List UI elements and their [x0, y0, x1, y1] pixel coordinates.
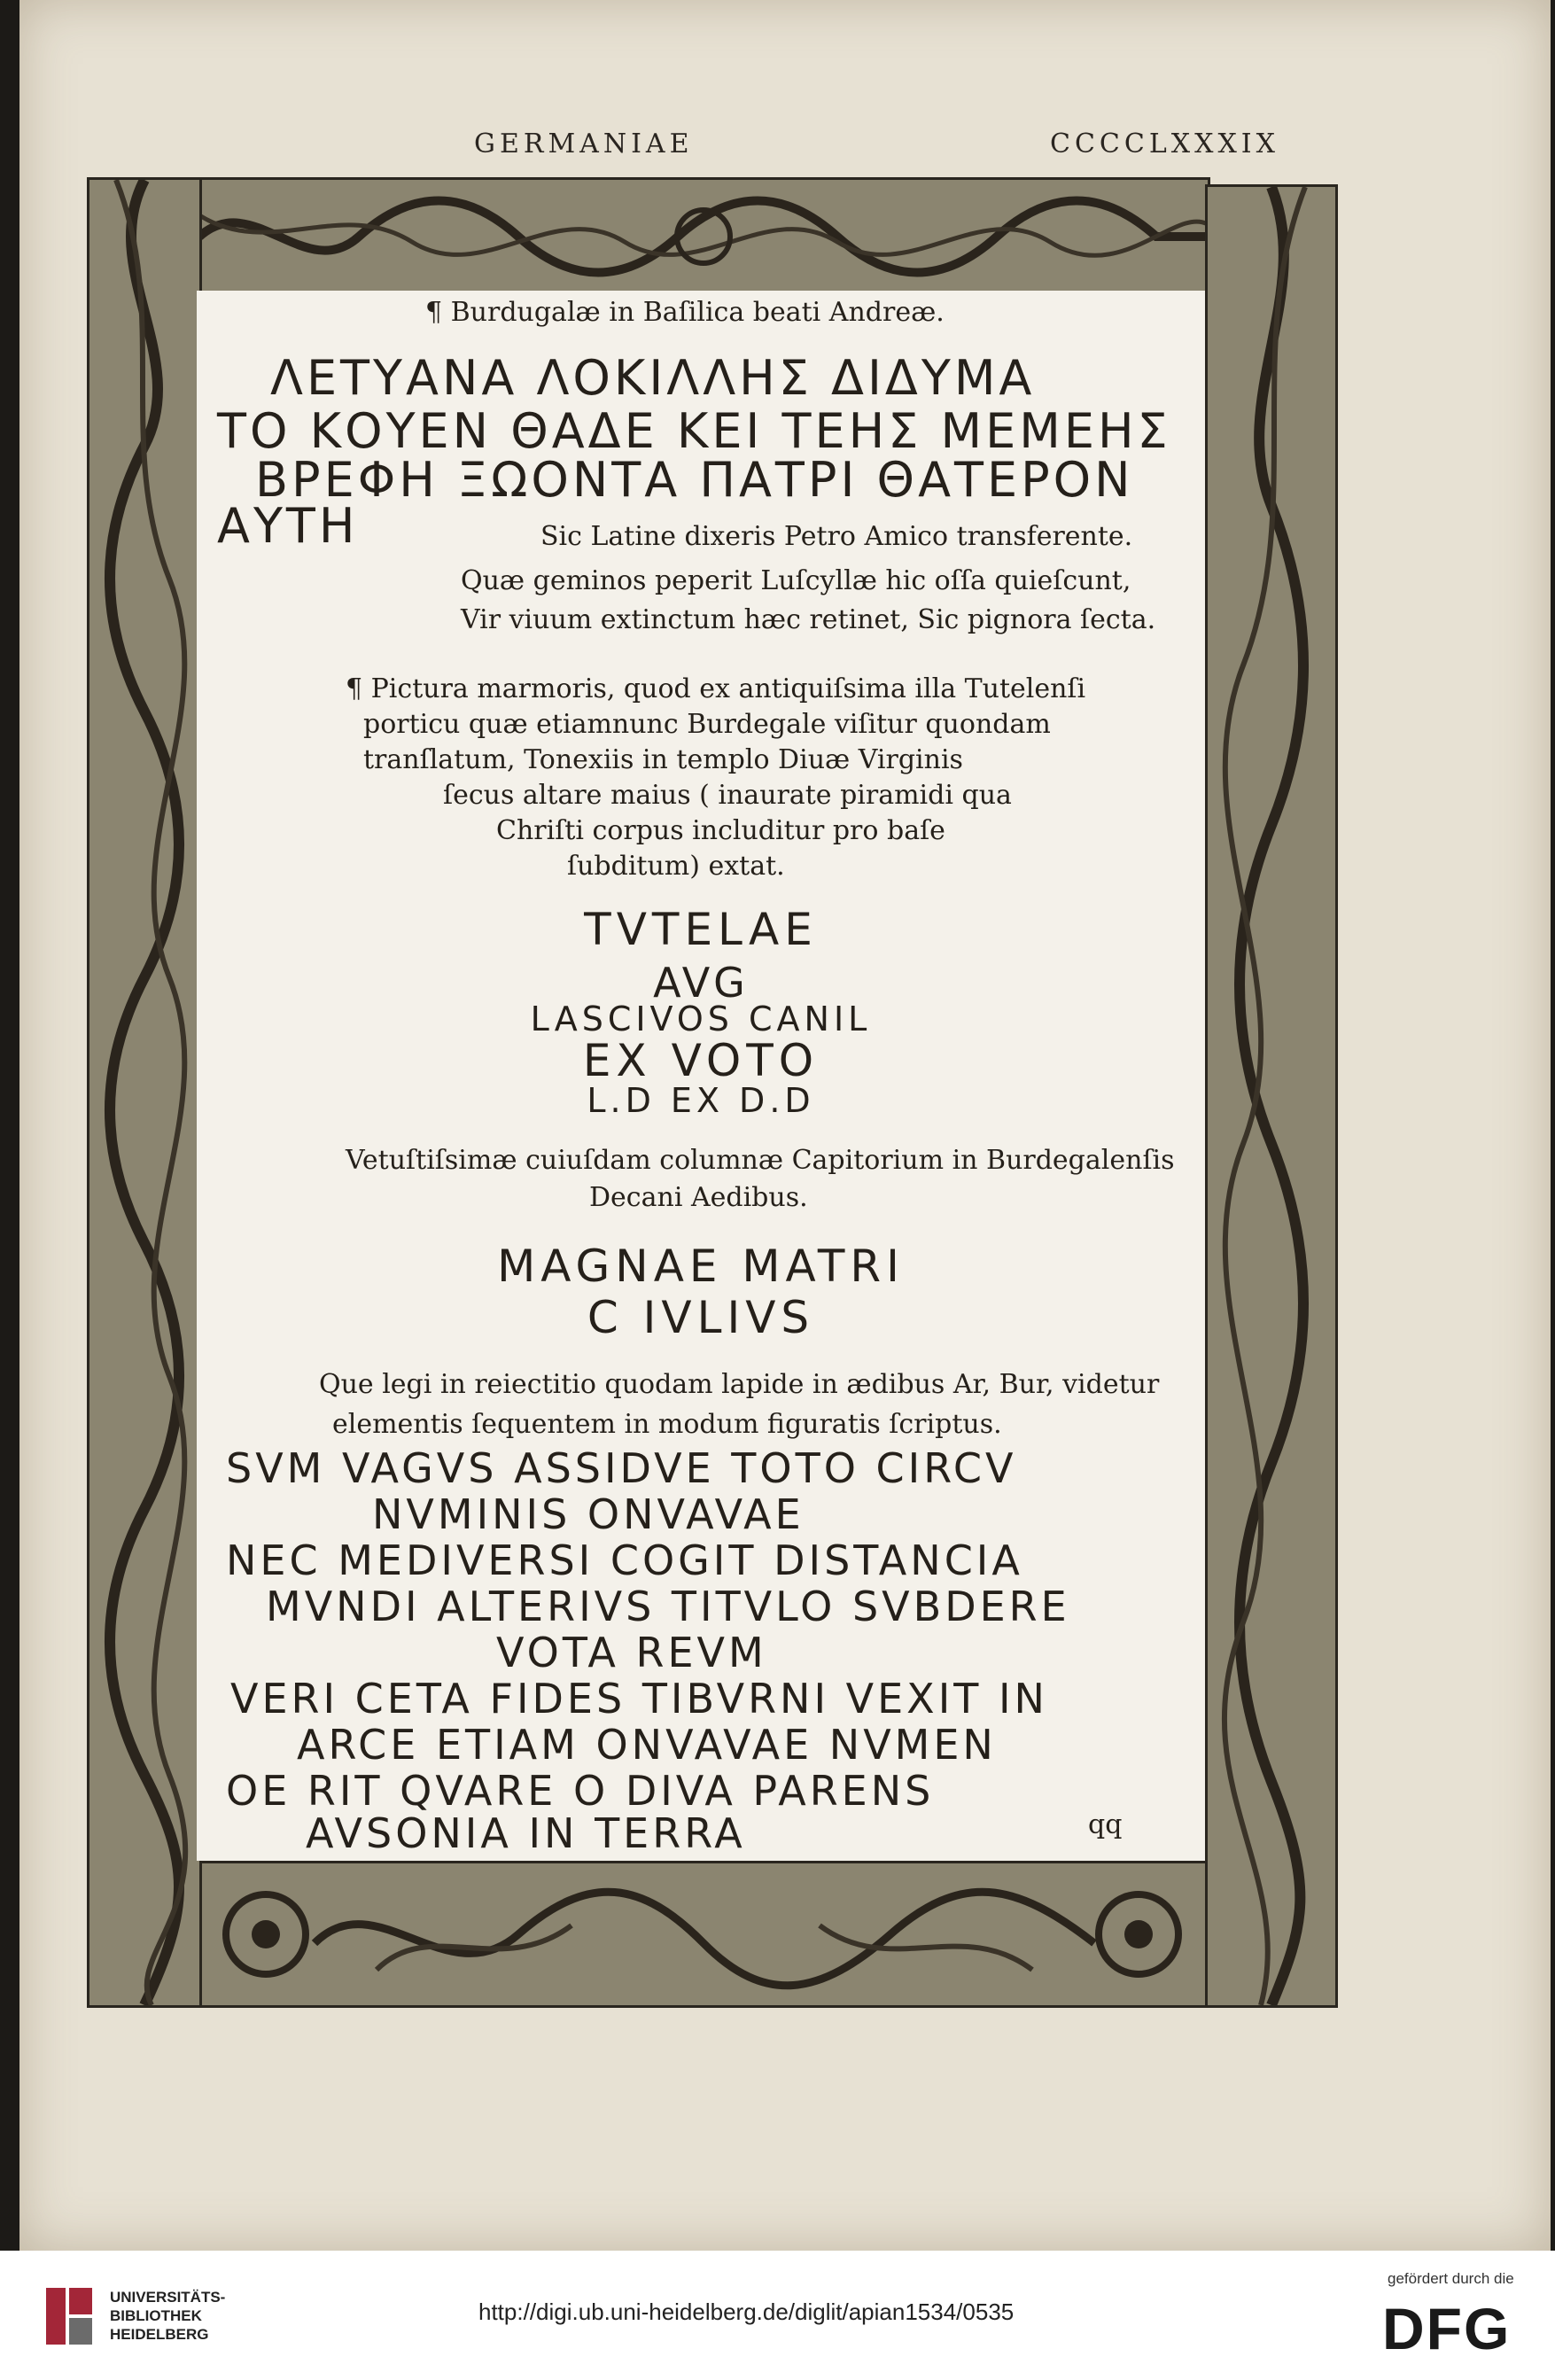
- description-line: Que legi in reiectitio quodam lapide in ædibus Ar, Bur, videtur: [319, 1369, 1160, 1400]
- description-line: ¶ Pictura marmoris, quod ex antiquiſsima illa Tutelenſi: [346, 673, 1086, 704]
- tutelae-inscription-line: LASCIVOS CANIL: [530, 999, 872, 1038]
- translation-line: Sic Latine dixeris Petro Amico transferente.: [540, 521, 1133, 552]
- stone-inscription-line: AVSONIA IN TERRA: [306, 1809, 746, 1857]
- tutelae-inscription-line: AVG: [653, 959, 749, 1007]
- greek-inscription-line: ΤΟ ΚΟΥΕΝ ΘΑΔΕ ΚΕΙ ΤΕΗΣ ΜΕΜΕΗΣ: [217, 403, 1171, 459]
- translation-line: Vir viuum extinctum hæc retinet, Sic pignora ſecta.: [461, 604, 1156, 635]
- stone-inscription-line: ARCE ETIAM ONVAVAE NVMEN: [297, 1721, 997, 1769]
- description-line: ſubditum) extat.: [567, 851, 785, 882]
- funded-by-label: gefördert durch die: [1388, 2270, 1514, 2287]
- permalink-url[interactable]: http://digi.ub.uni-heidelberg.de/diglit/apian1534/0535: [478, 2298, 1015, 2325]
- stone-inscription-line: VOTA REVM: [496, 1629, 767, 1676]
- description-line: Decani Aedibus.: [589, 1182, 808, 1213]
- woodcut-border-top: [197, 177, 1210, 296]
- woodcut-border-right: [1205, 184, 1338, 2008]
- tutelae-inscription-line: EX VOTO: [582, 1035, 820, 1086]
- university-library-logo-icon: [43, 2284, 96, 2348]
- stone-inscription-line: OE RIT QVARE O DIVA PARENS: [226, 1767, 935, 1815]
- running-head-title: GERMANIAE: [474, 128, 694, 159]
- tutelae-inscription-line: TVTELAE: [584, 904, 818, 955]
- dfg-logo: DFG: [1382, 2296, 1512, 2361]
- stone-inscription-line: NEC MEDIVERSI COGIT DISTANCIA: [226, 1536, 1023, 1584]
- stone-inscription-line: SVM VAGVS ASSIDVE TOTO CIRCV: [226, 1444, 1017, 1492]
- inscription-heading: ¶ Burdugalæ in Baſilica beati Andreæ.: [425, 297, 945, 328]
- description-line: ſecus altare maius ( inaurate piramidi qua: [443, 780, 1012, 811]
- greek-inscription-line: ΒΡΕΦΗ ΞΩΟΝΤΑ ΠΑΤΡΙ ΘΑΤΕΡΟΝ: [255, 452, 1134, 508]
- description-line: elementis ſequentem in modum figuratis ſcriptus.: [332, 1409, 1002, 1440]
- greek-inscription-line: ΑΥΤΗ: [217, 498, 359, 554]
- stone-inscription-line: MVNDI ALTERIVS TITVLO SVBDERE: [266, 1583, 1070, 1630]
- signature-mark: qq: [1088, 1809, 1123, 1840]
- magnae-inscription-line: MAGNAE MATRI: [497, 1241, 905, 1292]
- description-line: tranſlatum, Tonexiis in templo Diuæ Virginis: [363, 744, 963, 775]
- stone-inscription-line: VERI CETA FIDES TIBVRNI VEXIT IN: [230, 1675, 1048, 1723]
- library-name-line: HEIDELBERG: [110, 2326, 209, 2343]
- woodcut-border-left: [87, 177, 202, 2008]
- description-line: porticu quæ etiamnunc Burdegale viſitur quondam: [363, 709, 1051, 740]
- woodcut-border-bottom: [197, 1861, 1210, 2008]
- magnae-inscription-line: C IVLIVS: [587, 1292, 815, 1343]
- description-line: Chriſti corpus includitur pro baſe: [496, 815, 945, 846]
- tutelae-inscription-line: L.D EX D.D: [587, 1081, 815, 1120]
- stone-inscription-line: NVMINIS ONVAVAE: [372, 1490, 805, 1538]
- university-library-name: [110, 2288, 225, 2344]
- library-name-line: UNIVERSITÄTS-: [110, 2289, 226, 2306]
- greek-inscription-line: ΛΕΤΥΑΝΑ ΛΟΚΙΛΛΗΣ ΔΙΔΥΜΑ: [270, 350, 1036, 406]
- translation-line: Quæ geminos peperit Luſcyllæ hic oſſa quieſcunt,: [461, 565, 1131, 596]
- description-line: Vetuſtiſsimæ cuiuſdam columnæ Capitorium in Burdegalenſis: [346, 1145, 1175, 1176]
- library-name-line: BIBLIOTHEK: [110, 2307, 202, 2324]
- folio-number: CCCCLXXXIX: [1050, 128, 1280, 159]
